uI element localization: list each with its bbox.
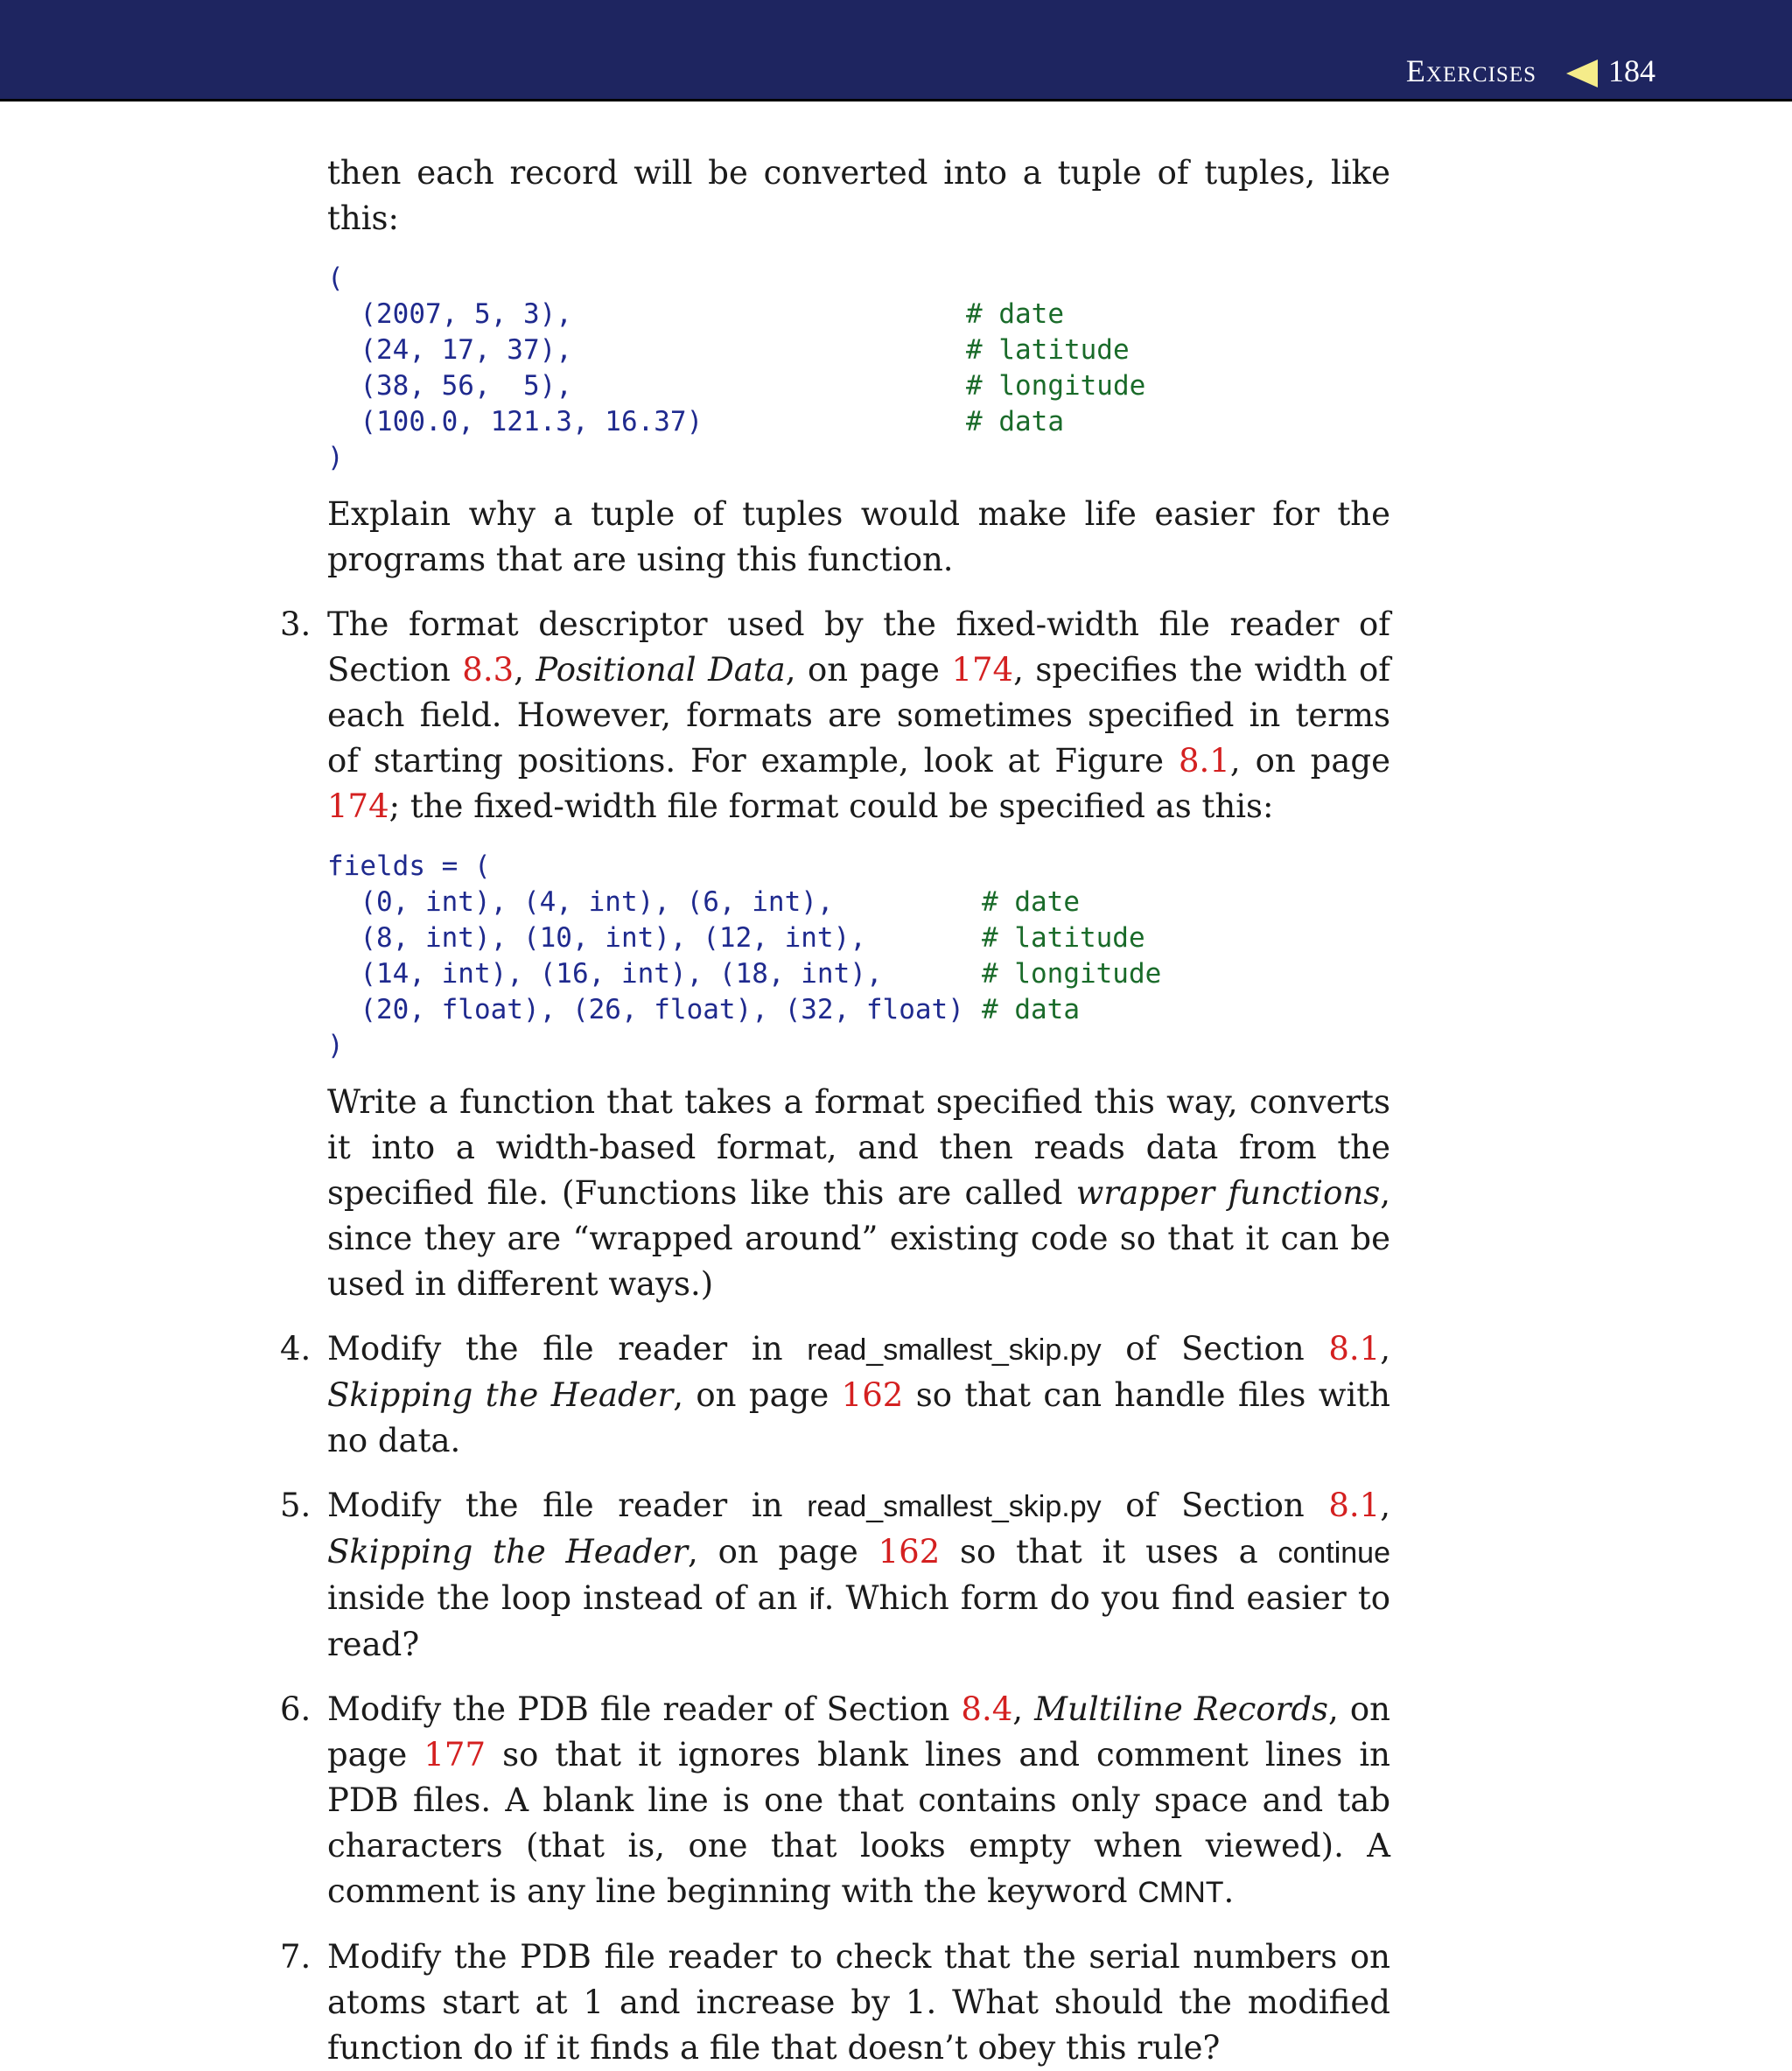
exercise-text: The format descriptor used by the fixed-width file reader of Section 8.3, Positional Data, on page 174, specifies the width of each field. However, formats are sometimes specified in terms of starting positions. For example, look at Figure 8.1, on page 174; the fixed-width file format could be specified as this: bbox=[327, 605, 1390, 825]
exercise-text-continued: Write a function that takes a format specified this way, converts it into a width-based format, and then reads data from the specified file. (Functions like this are called wrapper functions, since they are “wrapped around” existing code so that it can be used in different ways.) bbox=[327, 1083, 1390, 1303]
figure-link[interactable]: 8.1 bbox=[1179, 742, 1230, 780]
exercise-text: Modify the PDB file reader of Section 8.4, Multiline Records, on page 177 so that it ignores blank lines and comment lines in PDB files. A blank line is one that contains only space and tab characters (that is, one that looks empty when viewed). A comment is any line beginning with the keyword CMNT. bbox=[327, 1690, 1390, 1910]
code-line: (100.0, 121.3, 16.37) # data bbox=[327, 406, 1064, 437]
page-link[interactable]: 177 bbox=[424, 1736, 486, 1774]
exercise-6 bbox=[280, 1687, 1390, 1915]
page-content bbox=[280, 150, 1390, 2071]
exercise-number: 5. bbox=[280, 1487, 312, 1524]
code-line: (20, float), (26, float), (32, float) # data bbox=[327, 994, 1080, 1025]
exercise-number: 4. bbox=[280, 1330, 312, 1368]
code-line: (8, int), (10, int), (12, int), # latitude bbox=[327, 922, 1145, 954]
section-link[interactable]: 8.3 bbox=[462, 651, 514, 689]
code-line: ( bbox=[327, 262, 344, 294]
code-block-fields bbox=[327, 849, 1390, 1064]
code-line: (0, int), (4, int), (6, int), # date bbox=[327, 886, 1080, 918]
exercise-text: Modify the file reader in read_smallest_skip.py of Section 8.1, Skipping the Header, on page 162 so that it uses a continue inside the loop instead of an if. Which form do you find easier to read? bbox=[327, 1487, 1390, 1663]
exercise-5 bbox=[280, 1483, 1390, 1668]
keyword: continue bbox=[1278, 1536, 1390, 1570]
code-line: (38, 56, 5), # longitude bbox=[327, 370, 1146, 402]
exercise-3 bbox=[280, 602, 1390, 1307]
exercise-7 bbox=[280, 1935, 1390, 2071]
code-line: ) bbox=[327, 442, 344, 473]
exercise-number: 7. bbox=[280, 1938, 312, 1976]
code-line: fields = ( bbox=[327, 850, 491, 882]
code-line: (24, 17, 37), # latitude bbox=[327, 334, 1130, 366]
code-line: ) bbox=[327, 1030, 344, 1061]
code-block-tuple bbox=[327, 261, 1390, 476]
exercise-text: Modify the PDB file reader to check that the serial numbers on atoms start at 1 and increase by 1. What should the modified function do if it finds a file that doesn’t obey this rule? bbox=[327, 1938, 1390, 2067]
filename: read_smallest_skip.py bbox=[807, 1490, 1102, 1523]
section-link[interactable]: 8.1 bbox=[1328, 1330, 1381, 1368]
page-link[interactable]: 162 bbox=[841, 1376, 904, 1414]
exercise-number: 3. bbox=[280, 605, 312, 643]
previous-page-arrow-icon[interactable] bbox=[1566, 59, 1598, 87]
intro-paragraph: then each record will be converted into a tuple of tuples, like this: bbox=[327, 154, 1390, 237]
section-link[interactable]: 8.1 bbox=[1328, 1487, 1381, 1524]
running-title: Exercises bbox=[1405, 53, 1536, 88]
page-header bbox=[0, 0, 1792, 101]
page-number: 184 bbox=[1608, 53, 1656, 88]
page-link[interactable]: 174 bbox=[327, 787, 389, 825]
explain-paragraph: Explain why a tuple of tuples would make life easier for the programs that are using this function. bbox=[327, 495, 1390, 578]
exercise-4 bbox=[280, 1326, 1390, 1464]
page-link[interactable]: 162 bbox=[878, 1533, 941, 1571]
keyword: if bbox=[808, 1583, 824, 1616]
page-link[interactable]: 174 bbox=[951, 651, 1014, 689]
keyword: CMNT bbox=[1138, 1876, 1224, 1909]
exercise-text: Modify the file reader in read_smallest_skip.py of Section 8.1, Skipping the Header, on page 162 so that can handle files with no data. bbox=[327, 1330, 1390, 1459]
code-line: (14, int), (16, int), (18, int), # longitude bbox=[327, 958, 1162, 990]
code-line: (2007, 5, 3), # date bbox=[327, 298, 1064, 330]
section-link[interactable]: 8.4 bbox=[961, 1690, 1013, 1728]
filename: read_smallest_skip.py bbox=[807, 1333, 1102, 1367]
exercise-number: 6. bbox=[280, 1690, 312, 1728]
